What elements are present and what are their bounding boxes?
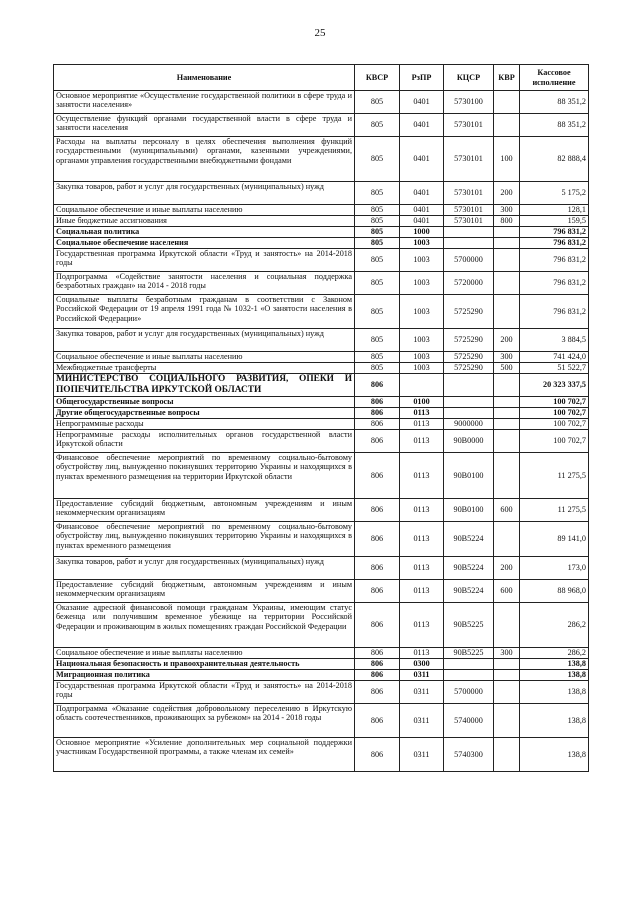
cell-rzpr: 0113: [400, 557, 444, 580]
cell-rzpr: 0113: [400, 580, 444, 603]
cell-kcsr: 90В5224: [444, 522, 494, 557]
cell-kvsr: 806: [355, 670, 400, 681]
cell-amount: 138,8: [520, 738, 589, 772]
cell-amount: 100 702,7: [520, 430, 589, 453]
cell-kcsr: 5725290: [444, 295, 494, 329]
table-row: [54, 295, 589, 329]
cell-rzpr: 1000: [400, 227, 444, 238]
cell-name: Непрограммные расходы: [54, 419, 355, 430]
cell-kvr: 800: [494, 216, 520, 227]
cell-amount: 88 351,2: [520, 114, 589, 137]
cell-kvr: 200: [494, 182, 520, 205]
cell-amount: 100 702,7: [520, 419, 589, 430]
table-row: [54, 419, 589, 430]
cell-kvsr: 805: [355, 227, 400, 238]
table-row: [54, 704, 589, 738]
cell-kvsr: 806: [355, 648, 400, 659]
cell-rzpr: 0113: [400, 419, 444, 430]
cell-name: МИНИСТЕРСТВО СОЦИАЛЬНОГО РАЗВИТИЯ, ОПЕКИ И ПОПЕЧИТЕЛЬСТВА ИРКУТСКОЙ ОБЛАСТИ: [54, 374, 355, 397]
cell-kvsr: 805: [355, 205, 400, 216]
cell-name: Социальная политика: [54, 227, 355, 238]
cell-kcsr: [444, 238, 494, 249]
cell-kvr: 600: [494, 580, 520, 603]
cell-kcsr: [444, 408, 494, 419]
cell-amount: 796 831,2: [520, 238, 589, 249]
cell-rzpr: [400, 374, 444, 397]
cell-amount: 286,2: [520, 648, 589, 659]
cell-name: Основное мероприятие «Осуществление государственной политики в сфере труда и занятости населения»: [54, 91, 355, 114]
cell-kvsr: 806: [355, 419, 400, 430]
cell-kvsr: 805: [355, 295, 400, 329]
cell-kcsr: 9000000: [444, 419, 494, 430]
cell-name: Финансовое обеспечение мероприятий по временному социально-бытовому обустройству лиц, вынужденно покинувших территорию Украины и находящихся в пунктах временного размещения на территории Иркутской области: [54, 453, 355, 499]
cell-kvsr: 806: [355, 453, 400, 499]
table-row: [54, 648, 589, 659]
cell-name: Основное мероприятие «Усиление дополнительных мер социальной поддержки участникам Государственной программы, а также членам их семей»: [54, 738, 355, 772]
cell-kvsr: 805: [355, 363, 400, 374]
table-body: [54, 91, 589, 772]
header-kvsr: КВСР: [355, 65, 400, 91]
cell-rzpr: 0113: [400, 603, 444, 648]
cell-rzpr: 0300: [400, 659, 444, 670]
cell-amount: 159,5: [520, 216, 589, 227]
cell-kvr: [494, 659, 520, 670]
cell-kvsr: 805: [355, 137, 400, 182]
cell-kcsr: 5740000: [444, 704, 494, 738]
cell-amount: 796 831,2: [520, 272, 589, 295]
table-row: [54, 114, 589, 137]
cell-amount: 88 968,0: [520, 580, 589, 603]
cell-amount: 3 884,5: [520, 329, 589, 352]
cell-kvr: [494, 522, 520, 557]
cell-kvr: [494, 374, 520, 397]
table-row: [54, 453, 589, 499]
cell-kvr: [494, 408, 520, 419]
cell-name: Государственная программа Иркутской области «Труд и занятость» на 2014-2018 годы: [54, 681, 355, 704]
cell-kcsr: 5725290: [444, 352, 494, 363]
cell-kvr: [494, 704, 520, 738]
cell-kvr: [494, 738, 520, 772]
cell-kvr: [494, 430, 520, 453]
cell-kvr: [494, 91, 520, 114]
table-row: [54, 397, 589, 408]
cell-rzpr: 0113: [400, 648, 444, 659]
cell-kvsr: 806: [355, 408, 400, 419]
cell-name: Закупка товаров, работ и услуг для государственных (муниципальных) нужд: [54, 182, 355, 205]
cell-amount: 20 323 337,5: [520, 374, 589, 397]
cell-rzpr: 0401: [400, 114, 444, 137]
header-kcsr: КЦСР: [444, 65, 494, 91]
cell-kvsr: 806: [355, 430, 400, 453]
cell-name: Подпрограмма «Оказание содействия добровольному переселению в Иркутскую область соотечественников, проживающих за рубежом» на 2014 - 2018 годы: [54, 704, 355, 738]
cell-amount: 741 424,0: [520, 352, 589, 363]
cell-name: Межбюджетные трансферты: [54, 363, 355, 374]
cell-amount: 286,2: [520, 603, 589, 648]
cell-kvr: 300: [494, 352, 520, 363]
cell-kcsr: 90В5225: [444, 603, 494, 648]
cell-kvsr: 805: [355, 249, 400, 272]
table-row: [54, 408, 589, 419]
cell-name: Расходы на выплаты персоналу в целях обеспечения выполнения функций государственными (муниципальными) органами, казенными учреждениями, органами управления государственными внебюджетными фондами: [54, 137, 355, 182]
cell-kcsr: 5730101: [444, 137, 494, 182]
cell-rzpr: 0401: [400, 216, 444, 227]
table-row: [54, 522, 589, 557]
cell-kvr: [494, 249, 520, 272]
cell-rzpr: 1003: [400, 295, 444, 329]
table-header-row: [54, 65, 589, 91]
cell-kvr: [494, 114, 520, 137]
cell-name: Предоставление субсидий бюджетным, автономным учреждениям и иным некоммерческим организациям: [54, 580, 355, 603]
page-number: 25: [314, 27, 326, 39]
cell-amount: 796 831,2: [520, 249, 589, 272]
cell-kcsr: [444, 397, 494, 408]
cell-rzpr: 1003: [400, 272, 444, 295]
cell-kvsr: 805: [355, 352, 400, 363]
cell-kvsr: 806: [355, 374, 400, 397]
cell-kvr: [494, 227, 520, 238]
cell-kcsr: [444, 659, 494, 670]
cell-kvr: 300: [494, 648, 520, 659]
table-row: [54, 238, 589, 249]
cell-name: Непрограммные расходы исполнительных органов государственной власти Иркутской области: [54, 430, 355, 453]
cell-kvr: [494, 453, 520, 499]
cell-amount: 173,0: [520, 557, 589, 580]
cell-kvr: [494, 681, 520, 704]
cell-kvr: [494, 238, 520, 249]
table-row: [54, 659, 589, 670]
cell-kcsr: 5725290: [444, 329, 494, 352]
cell-kvr: [494, 603, 520, 648]
cell-kvsr: 805: [355, 114, 400, 137]
cell-amount: 796 831,2: [520, 295, 589, 329]
cell-rzpr: 1003: [400, 363, 444, 374]
cell-kvsr: 806: [355, 603, 400, 648]
header-amount: Кассовое исполнение: [520, 65, 589, 91]
cell-kcsr: [444, 227, 494, 238]
cell-kvr: 500: [494, 363, 520, 374]
cell-amount: 89 141,0: [520, 522, 589, 557]
cell-kcsr: 5720000: [444, 272, 494, 295]
cell-kvsr: 805: [355, 329, 400, 352]
cell-kvr: [494, 295, 520, 329]
cell-kcsr: 5740300: [444, 738, 494, 772]
cell-name: Миграционная политика: [54, 670, 355, 681]
cell-rzpr: 0113: [400, 499, 444, 522]
cell-kvr: 200: [494, 329, 520, 352]
table-row: [54, 249, 589, 272]
cell-kcsr: 5730100: [444, 91, 494, 114]
cell-amount: 88 351,2: [520, 91, 589, 114]
cell-rzpr: 0401: [400, 91, 444, 114]
table-row: [54, 137, 589, 182]
table-row: [54, 205, 589, 216]
header-rzpr: РзПР: [400, 65, 444, 91]
cell-kvr: 200: [494, 557, 520, 580]
cell-kvr: [494, 419, 520, 430]
cell-kvsr: 806: [355, 659, 400, 670]
cell-kvsr: 806: [355, 499, 400, 522]
cell-name: Предоставление субсидий бюджетным, автономным учреждениям и иным некоммерческим организациям: [54, 499, 355, 522]
cell-kvsr: 806: [355, 738, 400, 772]
cell-kcsr: 90В0000: [444, 430, 494, 453]
cell-kcsr: 5730101: [444, 216, 494, 227]
cell-kcsr: 90В0100: [444, 499, 494, 522]
cell-amount: 128,1: [520, 205, 589, 216]
cell-kcsr: 90В0100: [444, 453, 494, 499]
cell-amount: 138,8: [520, 670, 589, 681]
cell-name: Закупка товаров, работ и услуг для государственных (муниципальных) нужд: [54, 557, 355, 580]
cell-kvsr: 806: [355, 681, 400, 704]
cell-rzpr: 0311: [400, 738, 444, 772]
table-row: [54, 499, 589, 522]
table-row: [54, 430, 589, 453]
cell-kcsr: 90В5224: [444, 580, 494, 603]
table-row: [54, 227, 589, 238]
cell-rzpr: 0100: [400, 397, 444, 408]
cell-kvr: 300: [494, 205, 520, 216]
cell-name: Осуществление функций органами государственной власти в сфере труда и занятости населения: [54, 114, 355, 137]
cell-rzpr: 0401: [400, 182, 444, 205]
budget-table: [53, 64, 589, 772]
cell-name: Закупка товаров, работ и услуг для государственных (муниципальных) нужд: [54, 329, 355, 352]
table-row: [54, 91, 589, 114]
cell-name: Национальная безопасность и правоохранительная деятельность: [54, 659, 355, 670]
cell-kcsr: 5730101: [444, 182, 494, 205]
cell-kcsr: 90В5224: [444, 557, 494, 580]
cell-kvsr: 806: [355, 704, 400, 738]
cell-kcsr: 5725290: [444, 363, 494, 374]
cell-kcsr: 5700000: [444, 681, 494, 704]
table-row: [54, 670, 589, 681]
cell-rzpr: 0311: [400, 681, 444, 704]
table-row: [54, 329, 589, 352]
cell-kvr: [494, 397, 520, 408]
cell-kvsr: 806: [355, 580, 400, 603]
cell-name: Социальное обеспечение и иные выплаты населению: [54, 205, 355, 216]
cell-amount: 5 175,2: [520, 182, 589, 205]
cell-rzpr: 0113: [400, 522, 444, 557]
table-row: [54, 557, 589, 580]
table-row: [54, 681, 589, 704]
cell-amount: 138,8: [520, 659, 589, 670]
cell-kvsr: 805: [355, 238, 400, 249]
cell-kcsr: [444, 670, 494, 681]
cell-name: Социальные выплаты безработным гражданам в соответствии с Законом Российской Федерации от 19 апреля 1991 года № 1032-1 «О занятости населения в Российской Федерации»: [54, 295, 355, 329]
cell-amount: 100 702,7: [520, 408, 589, 419]
cell-kvsr: 805: [355, 272, 400, 295]
cell-amount: 138,8: [520, 704, 589, 738]
cell-name: Социальное обеспечение населения: [54, 238, 355, 249]
cell-kvsr: 806: [355, 522, 400, 557]
cell-amount: 51 522,7: [520, 363, 589, 374]
cell-kvr: [494, 272, 520, 295]
cell-name: Социальное обеспечение и иные выплаты населению: [54, 352, 355, 363]
table-row: [54, 352, 589, 363]
cell-kvsr: 806: [355, 397, 400, 408]
cell-name: Иные бюджетные ассигнования: [54, 216, 355, 227]
cell-kvr: 600: [494, 499, 520, 522]
cell-name: Подпрограмма «Содействие занятости населения и социальная поддержка безработных граждан» на 2014 - 2018 годы: [54, 272, 355, 295]
cell-kcsr: 5730101: [444, 114, 494, 137]
cell-name: Общегосударственные вопросы: [54, 397, 355, 408]
cell-amount: 138,8: [520, 681, 589, 704]
cell-rzpr: 0113: [400, 453, 444, 499]
cell-amount: 100 702,7: [520, 397, 589, 408]
table-row: [54, 374, 589, 397]
cell-kvr: 100: [494, 137, 520, 182]
cell-kvsr: 806: [355, 557, 400, 580]
cell-rzpr: 1003: [400, 238, 444, 249]
cell-rzpr: 1003: [400, 329, 444, 352]
cell-name: Оказание адресной финансовой помощи гражданам Украины, имеющим статус беженца или получившим временное убежище на территории Российской Федерации и проживающим в жилых помещениях граждан Российской Федерации: [54, 603, 355, 648]
cell-kvsr: 805: [355, 182, 400, 205]
table-row: [54, 603, 589, 648]
cell-name: Финансовое обеспечение мероприятий по временному социально-бытовому обустройству лиц, вынужденно покинувших территорию Украины и находящихся в пунктах временного размещения: [54, 522, 355, 557]
cell-name: Государственная программа Иркутской области «Труд и занятость» на 2014-2018 годы: [54, 249, 355, 272]
cell-kvsr: 805: [355, 91, 400, 114]
header-kvr: КВР: [494, 65, 520, 91]
cell-kcsr: 5700000: [444, 249, 494, 272]
cell-name: Другие общегосударственные вопросы: [54, 408, 355, 419]
cell-rzpr: 1003: [400, 352, 444, 363]
cell-rzpr: 0113: [400, 430, 444, 453]
cell-amount: 796 831,2: [520, 227, 589, 238]
table-row: [54, 182, 589, 205]
header-name: Наименование: [54, 65, 355, 91]
cell-rzpr: 0311: [400, 704, 444, 738]
table-row: [54, 580, 589, 603]
cell-amount: 11 275,5: [520, 499, 589, 522]
cell-amount: 82 888,4: [520, 137, 589, 182]
cell-rzpr: 0311: [400, 670, 444, 681]
table-row: [54, 272, 589, 295]
cell-rzpr: 0401: [400, 137, 444, 182]
cell-rzpr: 0113: [400, 408, 444, 419]
table-row: [54, 216, 589, 227]
cell-kvr: [494, 670, 520, 681]
table-row: [54, 363, 589, 374]
cell-kcsr: 90В5225: [444, 648, 494, 659]
cell-kvsr: 805: [355, 216, 400, 227]
cell-name: Социальное обеспечение и иные выплаты населению: [54, 648, 355, 659]
cell-amount: 11 275,5: [520, 453, 589, 499]
cell-rzpr: 1003: [400, 249, 444, 272]
cell-kcsr: [444, 374, 494, 397]
cell-kcsr: 5730101: [444, 205, 494, 216]
cell-rzpr: 0401: [400, 205, 444, 216]
table-row: [54, 738, 589, 772]
